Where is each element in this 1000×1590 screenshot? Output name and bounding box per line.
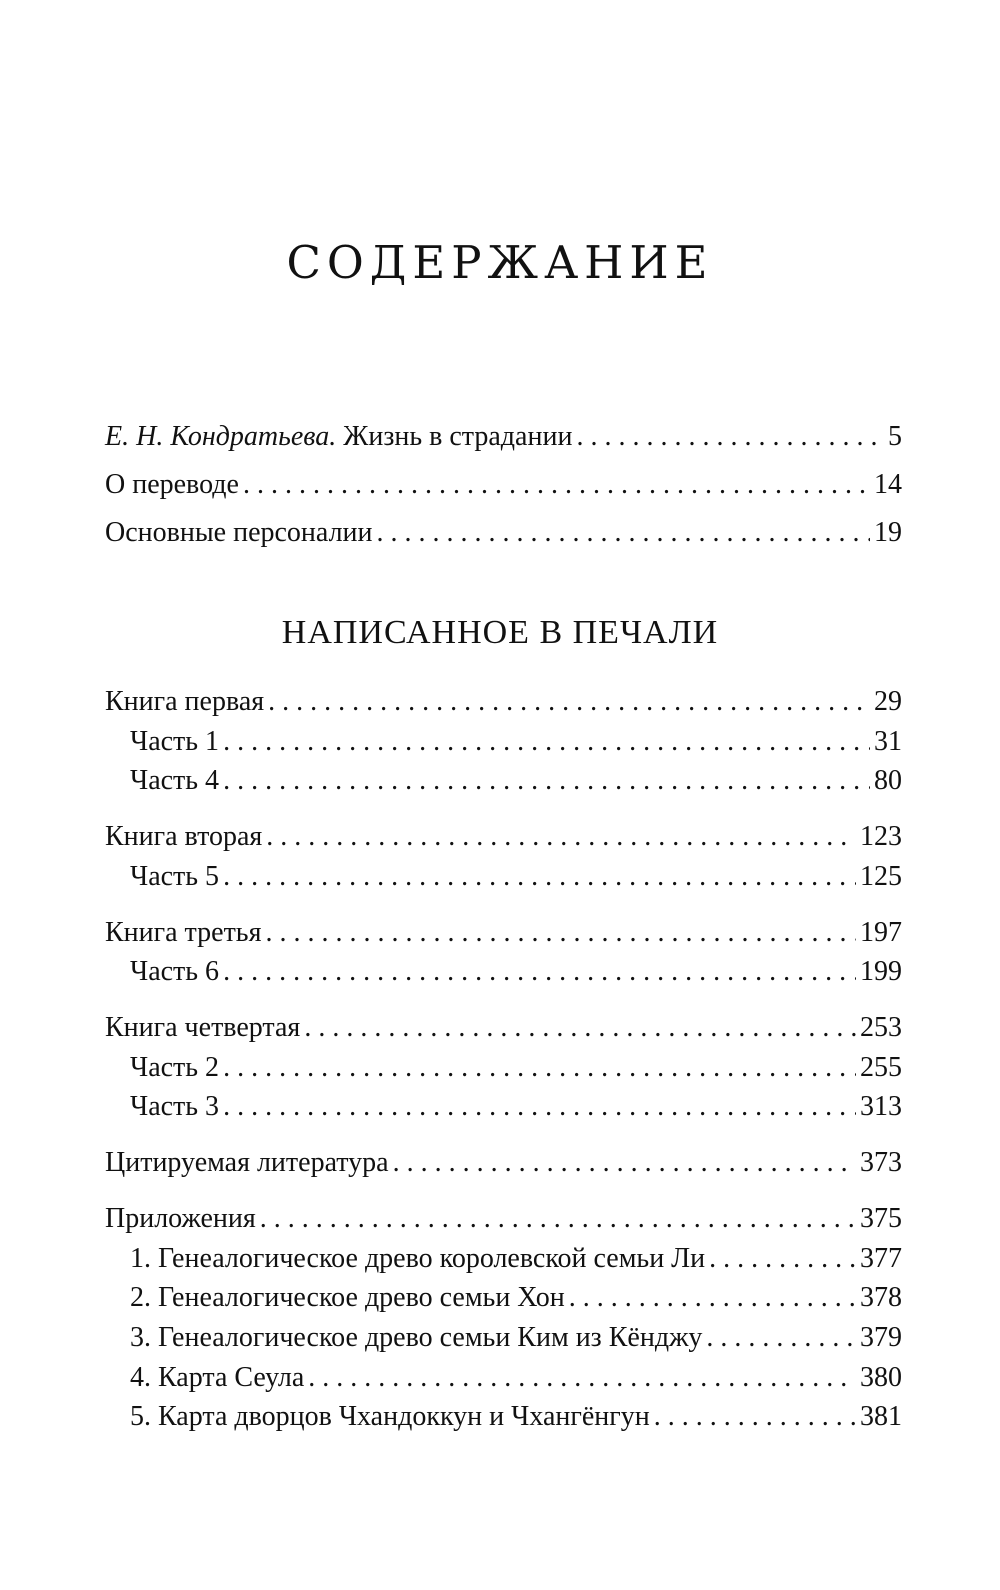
dot-leader [243, 468, 870, 502]
toc-entry[interactable] [105, 516, 902, 550]
dot-leader [260, 1202, 856, 1236]
toc-entry[interactable] [105, 1202, 902, 1236]
toc-entry[interactable] [105, 468, 902, 502]
toc-entry-title: Основные персоналии [105, 517, 373, 548]
toc-entry-part[interactable] [130, 725, 902, 759]
toc-entry-title: 4. Карта Сеула [130, 1362, 305, 1393]
dot-leader [223, 764, 870, 798]
toc-entry-page: 373 [860, 1147, 902, 1178]
toc-entry-page: 377 [860, 1243, 902, 1274]
toc-entry-title: Часть 1 [130, 726, 220, 757]
toc-entry-part[interactable] [130, 860, 902, 894]
toc-entry-appendix[interactable] [130, 1400, 902, 1434]
toc-entry-page: 379 [860, 1322, 902, 1353]
toc-entry-title: 3. Генеалогическое древо семьи Ким из Кёнджу [130, 1322, 703, 1353]
toc-entry-page: 125 [860, 861, 902, 892]
toc-entry-page: 31 [874, 726, 902, 757]
dot-leader [223, 955, 856, 989]
toc-entry-page: 5 [888, 421, 902, 452]
toc-entry-label [105, 420, 572, 454]
dot-leader [304, 1011, 856, 1045]
toc-entry-appendix[interactable] [130, 1242, 902, 1276]
toc-entry-title: О переводе [105, 469, 239, 500]
toc-entry-title: Часть 2 [130, 1052, 220, 1083]
toc-entry-part[interactable] [130, 955, 902, 989]
toc-entry-page: 375 [860, 1203, 902, 1234]
toc-entry-title: Книга первая [105, 686, 265, 717]
dot-leader [569, 1281, 856, 1315]
toc-entry-page: 199 [860, 956, 902, 987]
toc-entry-title: Книга вторая [105, 821, 263, 852]
toc-entry-title: Книга четвертая [105, 1012, 301, 1043]
page-title: СОДЕРЖАНИЕ [286, 236, 714, 289]
toc-entry-title: Приложения [105, 1203, 256, 1234]
section-title: НАПИСАННОЕ В ПЕЧАЛИ [281, 614, 719, 651]
dot-leader [706, 1321, 856, 1355]
dot-leader [377, 516, 870, 550]
toc-entry-title: Часть 4 [130, 765, 220, 796]
toc-entry-title: 5. Карта дворцов Чхандоккун и Чхангёнгун [130, 1401, 650, 1432]
toc-entry-book[interactable] [105, 1011, 902, 1045]
toc-entry-title: Цитируемая литература [105, 1147, 389, 1178]
toc-entry-part[interactable] [130, 1090, 902, 1124]
toc-entry-title: Часть 5 [130, 861, 220, 892]
toc-entry-page: 19 [874, 517, 902, 548]
toc-entry-title: 1. Генеалогическое древо королевской семьи Ли [130, 1243, 706, 1274]
dot-leader [308, 1361, 856, 1395]
dot-leader [223, 1051, 856, 1085]
toc-entry-page: 253 [860, 1012, 902, 1043]
toc-entry-page: 380 [860, 1362, 902, 1393]
toc-entry-page: 14 [874, 469, 902, 500]
dot-leader [576, 420, 884, 454]
toc-entry-part[interactable] [130, 1051, 902, 1085]
toc-entry-part[interactable] [130, 764, 902, 798]
dot-leader [265, 916, 856, 950]
dot-leader [223, 1090, 856, 1124]
toc-entry-page: 80 [874, 765, 902, 796]
toc-entry-title: Жизнь в страдании [343, 421, 573, 452]
toc-entry[interactable] [105, 1146, 902, 1180]
toc-entry-page: 313 [860, 1091, 902, 1122]
toc-entry-appendix[interactable] [130, 1321, 902, 1355]
toc-entry-page: 123 [860, 821, 902, 852]
dot-leader [223, 725, 870, 759]
toc-entry-book[interactable] [105, 820, 902, 854]
toc-entry-page: 197 [860, 917, 902, 948]
dot-leader [709, 1242, 856, 1276]
toc-entry-title: Часть 3 [130, 1091, 220, 1122]
dot-leader [266, 820, 856, 854]
toc-entry-appendix[interactable] [130, 1361, 902, 1395]
dot-leader [654, 1400, 856, 1434]
toc-entry-title: Книга третья [105, 917, 262, 948]
toc-entry-title: 2. Генеалогическое древо семьи Хон [130, 1282, 565, 1313]
toc-entry-appendix[interactable] [130, 1281, 902, 1315]
toc-entry-book[interactable] [105, 916, 902, 950]
toc-entry-page: 381 [860, 1401, 902, 1432]
toc-entry-book[interactable] [105, 685, 902, 719]
toc-entry-page: 255 [860, 1052, 902, 1083]
toc-entry[interactable] [105, 420, 902, 454]
toc-entry-page: 29 [874, 686, 902, 717]
dot-leader [393, 1146, 856, 1180]
dot-leader [268, 685, 870, 719]
dot-leader [223, 860, 856, 894]
toc-entry-author: Е. Н. Кондратьева. [105, 421, 337, 452]
toc-entry-title: Часть 6 [130, 956, 220, 987]
toc-entry-page: 378 [860, 1282, 902, 1313]
